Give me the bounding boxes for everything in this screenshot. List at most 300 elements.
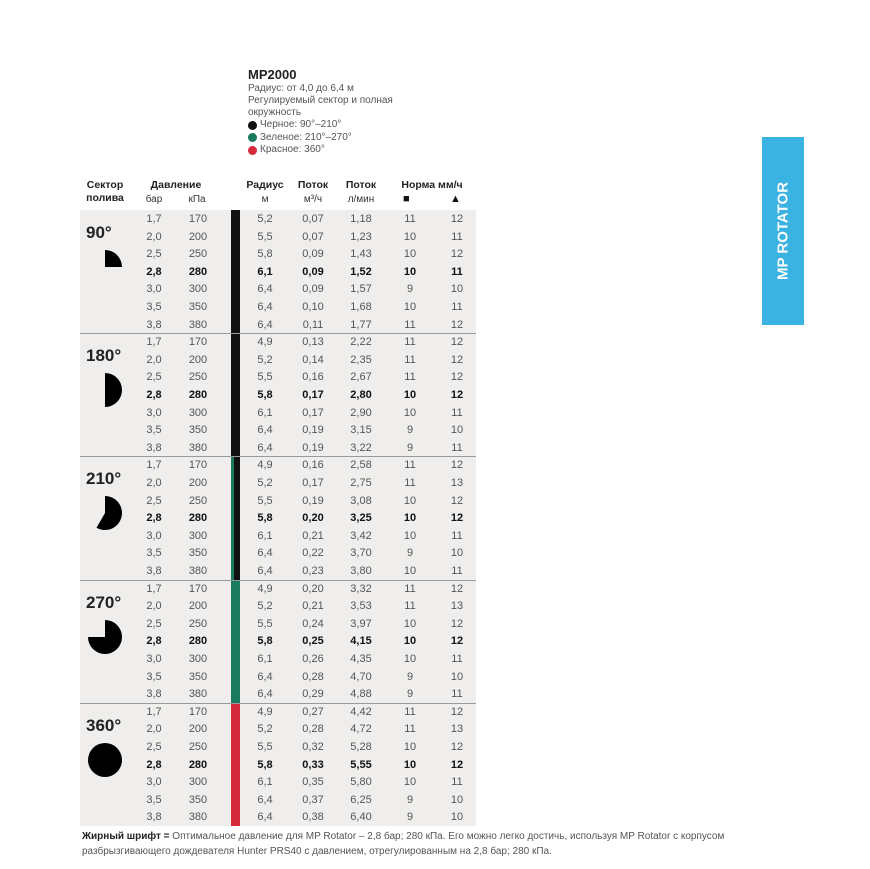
cell-flow-l: 5,80 (350, 776, 372, 789)
legend-dot-icon (248, 133, 257, 142)
cell-flow-m3: 0,09 (302, 265, 324, 278)
cell-bar: 3,5 (146, 424, 162, 437)
cell-radius: 5,5 (257, 617, 273, 630)
cell-flow-m3: 0,21 (302, 529, 324, 542)
cell-norm-triangle: 12 (450, 758, 464, 771)
cell-bar: 3,5 (146, 301, 162, 313)
cell-norm-triangle: 12 (450, 388, 464, 401)
table-row (80, 756, 476, 774)
table-row (80, 509, 476, 527)
cell-flow-m3: 0,17 (302, 476, 324, 489)
cell-bar: 3,8 (146, 318, 162, 331)
cell-flow-l: 3,53 (350, 600, 372, 613)
cell-radius: 6,1 (257, 406, 273, 419)
table-row (80, 580, 476, 598)
table-row (80, 720, 476, 738)
cell-bar: 3,5 (146, 670, 162, 683)
cell-flow-m3: 0,19 (302, 494, 324, 507)
cell-flow-l: 1,57 (350, 283, 372, 296)
cell-norm-square: 11 (404, 723, 416, 736)
cell-radius: 5,5 (257, 230, 273, 243)
cell-radius: 6,4 (257, 301, 273, 313)
col-sector (80, 179, 130, 205)
cell-kpa: 200 (188, 230, 208, 243)
table-row (80, 386, 476, 404)
cell-norm-triangle: 12 (450, 318, 464, 331)
cell-norm-square: 9 (406, 670, 414, 683)
cell-flow-l: 1,43 (350, 248, 372, 261)
cell-kpa: 380 (188, 318, 208, 331)
cell-kpa: 280 (188, 758, 208, 771)
cell-radius: 5,5 (257, 740, 273, 753)
cell-radius: 5,2 (257, 476, 273, 489)
table-row (80, 245, 476, 263)
cell-bar: 2,8 (146, 635, 162, 648)
cell-norm-triangle: 11 (451, 441, 463, 454)
col-radius-unit: м (261, 194, 269, 205)
cell-norm-square: 11 (404, 371, 416, 384)
cell-flow-l: 2,58 (350, 459, 372, 472)
cell-norm-square: 10 (403, 406, 417, 419)
table-row (80, 492, 476, 510)
table-row (80, 597, 476, 615)
cell-norm-square: 11 (404, 600, 416, 613)
cell-kpa: 380 (188, 811, 208, 824)
cell-bar: 3,5 (146, 547, 162, 560)
col-flow-m3-unit: м³/ч (303, 194, 323, 205)
group-divider (80, 703, 476, 704)
cell-flow-m3: 0,26 (302, 652, 324, 665)
table-row (80, 632, 476, 650)
square-icon: ■ (403, 193, 410, 205)
cell-norm-triangle: 12 (450, 459, 464, 472)
cell-kpa: 280 (188, 388, 208, 401)
cell-flow-l: 3,15 (350, 424, 372, 437)
cell-flow-m3: 0,19 (302, 424, 324, 437)
cell-flow-m3: 0,20 (302, 512, 324, 525)
table-row (80, 333, 476, 351)
cell-kpa: 300 (188, 529, 208, 542)
cell-norm-square: 10 (403, 635, 417, 648)
cell-kpa: 280 (188, 635, 208, 648)
cell-kpa: 300 (188, 406, 208, 419)
cell-flow-m3: 0,14 (302, 353, 324, 366)
cell-norm-square: 11 (404, 459, 416, 472)
cell-bar: 3,8 (146, 811, 162, 824)
table-row (80, 791, 476, 809)
cell-flow-l: 2,90 (350, 406, 372, 419)
cell-norm-triangle: 12 (450, 213, 464, 225)
cell-bar: 2,0 (146, 476, 162, 489)
cell-bar: 3,0 (146, 406, 162, 419)
cell-kpa: 250 (188, 248, 208, 261)
cell-bar: 1,7 (146, 582, 162, 595)
sector-group (80, 703, 476, 826)
cell-flow-l: 6,25 (350, 793, 372, 806)
cell-radius: 6,4 (257, 424, 273, 437)
cell-norm-triangle: 13 (450, 600, 464, 613)
cell-kpa: 350 (188, 670, 208, 683)
cell-norm-square: 10 (403, 758, 417, 771)
cell-radius: 4,9 (257, 705, 273, 718)
cell-flow-l: 5,28 (350, 740, 372, 753)
sector-group (80, 210, 476, 333)
group-divider (80, 333, 476, 334)
cell-norm-square: 10 (403, 740, 417, 753)
col-sector-line1: Сектор (86, 179, 124, 191)
cell-flow-l: 3,25 (350, 512, 372, 525)
cell-norm-triangle: 12 (450, 635, 464, 648)
cell-norm-square: 9 (406, 441, 414, 454)
cell-bar: 2,5 (146, 248, 162, 261)
cell-flow-l: 3,32 (350, 582, 372, 595)
cell-kpa: 200 (188, 723, 208, 736)
cell-flow-l: 3,97 (350, 617, 372, 630)
cell-kpa: 350 (188, 424, 208, 437)
col-flow-l: Поток (345, 179, 377, 191)
cell-norm-triangle: 12 (450, 512, 464, 525)
cell-kpa: 280 (188, 512, 208, 525)
cell-kpa: 250 (188, 371, 208, 384)
cell-kpa: 280 (188, 265, 208, 278)
cell-norm-square: 9 (406, 811, 414, 824)
cell-radius: 5,8 (257, 758, 273, 771)
cell-norm-triangle: 12 (450, 705, 464, 718)
cell-flow-m3: 0,16 (302, 371, 324, 384)
table-row (80, 210, 476, 228)
table-row (80, 615, 476, 633)
cell-flow-l: 3,70 (350, 547, 372, 560)
cell-flow-m3: 0,09 (302, 248, 324, 261)
cell-flow-m3: 0,37 (302, 793, 324, 806)
cell-kpa: 380 (188, 441, 208, 454)
cell-radius: 6,4 (257, 441, 273, 454)
cell-flow-m3: 0,20 (302, 582, 324, 595)
cell-kpa: 170 (188, 582, 208, 595)
cell-kpa: 380 (188, 688, 208, 701)
col-kpa-unit: кПа (188, 194, 206, 205)
sector-angle-label: 360° (86, 715, 122, 735)
cell-norm-square: 9 (406, 283, 414, 296)
cell-bar: 2,5 (146, 740, 162, 753)
cell-kpa: 350 (188, 793, 208, 806)
cell-norm-triangle: 11 (451, 652, 463, 665)
cell-norm-square: 11 (404, 476, 416, 489)
cell-kpa: 300 (188, 776, 208, 789)
cell-flow-l: 2,75 (350, 476, 372, 489)
cell-norm-square: 9 (406, 424, 414, 437)
table-row (80, 439, 476, 457)
cell-norm-triangle: 12 (450, 353, 464, 366)
cell-radius: 6,1 (257, 652, 273, 665)
cell-flow-l: 1,77 (350, 318, 372, 331)
cell-norm-triangle: 11 (451, 564, 463, 577)
table-row (80, 368, 476, 386)
col-radius: Радиус (246, 179, 284, 191)
cell-bar: 1,7 (146, 459, 162, 472)
table-row (80, 685, 476, 703)
cell-kpa: 300 (188, 652, 208, 665)
cell-norm-triangle: 12 (450, 248, 464, 261)
cell-kpa: 170 (188, 213, 208, 225)
cell-bar: 3,0 (146, 652, 162, 665)
cell-norm-square: 11 (404, 318, 416, 331)
cell-flow-m3: 0,17 (302, 388, 324, 401)
sector-angle-label: 270° (86, 592, 122, 612)
cell-norm-square: 11 (404, 582, 416, 595)
performance-table (80, 210, 476, 828)
cell-norm-square: 10 (403, 301, 417, 313)
cell-radius: 5,8 (257, 248, 273, 261)
cell-norm-triangle: 10 (450, 793, 464, 806)
cell-flow-m3: 0,21 (302, 600, 324, 613)
cell-flow-l: 2,80 (350, 388, 372, 401)
cell-radius: 6,4 (257, 318, 273, 331)
cell-radius: 5,5 (257, 371, 273, 384)
cell-radius: 6,1 (257, 776, 273, 789)
cell-radius: 6,1 (257, 265, 273, 278)
cell-norm-triangle: 12 (450, 617, 464, 630)
cell-bar: 3,8 (146, 688, 162, 701)
cell-flow-l: 6,40 (350, 811, 372, 824)
cell-bar: 1,7 (146, 705, 162, 718)
cell-norm-square: 11 (404, 353, 416, 366)
cell-norm-square: 10 (403, 512, 417, 525)
table-row (80, 808, 476, 826)
table-row (80, 650, 476, 668)
cell-norm-triangle: 10 (450, 670, 464, 683)
col-norm: Норма мм/ч (401, 179, 463, 191)
cell-flow-l: 1,18 (350, 213, 372, 225)
footnote-bold: Жирный шрифт = (82, 831, 170, 842)
cell-flow-m3: 0,28 (302, 723, 324, 736)
cell-norm-triangle: 13 (450, 476, 464, 489)
cell-flow-l: 3,42 (350, 529, 372, 542)
cell-kpa: 250 (188, 617, 208, 630)
legend-dot-icon (248, 146, 257, 155)
cell-kpa: 170 (188, 705, 208, 718)
sector-group (80, 333, 476, 456)
cell-flow-m3: 0,07 (302, 213, 324, 225)
desc-line-radius: Радиус: от 4,0 до 6,4 м (248, 83, 354, 94)
cell-flow-l: 1,23 (350, 230, 372, 243)
cell-flow-l: 4,88 (350, 688, 372, 701)
col-sector-line2: полива (86, 192, 124, 204)
cell-radius: 5,8 (257, 512, 273, 525)
legend-green (248, 132, 478, 145)
cell-flow-l: 4,70 (350, 670, 372, 683)
cell-norm-square: 10 (403, 248, 417, 261)
cell-flow-l: 4,35 (350, 652, 372, 665)
cell-flow-m3: 0,28 (302, 670, 324, 683)
cell-radius: 6,4 (257, 688, 273, 701)
cell-flow-m3: 0,38 (302, 811, 324, 824)
cell-flow-l: 2,35 (350, 353, 372, 366)
cell-norm-square: 11 (404, 705, 416, 718)
col-pressure: Давление (150, 179, 202, 191)
cell-bar: 2,0 (146, 600, 162, 613)
cell-norm-square: 9 (406, 547, 414, 560)
cell-norm-triangle: 12 (450, 494, 464, 507)
cell-norm-triangle: 11 (451, 230, 463, 243)
table-row (80, 738, 476, 756)
cell-kpa: 300 (188, 283, 208, 296)
cell-kpa: 250 (188, 740, 208, 753)
cell-bar: 2,8 (146, 265, 162, 278)
table-row (80, 228, 476, 246)
table-row (80, 527, 476, 545)
cell-flow-m3: 0,17 (302, 406, 324, 419)
cell-bar: 3,0 (146, 283, 162, 296)
sector-group (80, 456, 476, 579)
cell-norm-square: 11 (404, 336, 416, 349)
legend-dot-icon (248, 121, 257, 130)
cell-flow-l: 4,72 (350, 723, 372, 736)
cell-norm-triangle: 10 (450, 424, 464, 437)
triangle-icon: ▲ (450, 193, 461, 205)
cell-bar: 1,7 (146, 336, 162, 349)
side-tab-label: MP ROTATOR (774, 181, 792, 281)
cell-radius: 6,4 (257, 670, 273, 683)
cell-bar: 2,5 (146, 617, 162, 630)
table-row (80, 280, 476, 298)
cell-flow-l: 4,42 (350, 705, 372, 718)
legend-black (248, 119, 478, 132)
cell-radius: 4,9 (257, 582, 273, 595)
cell-bar: 3,8 (146, 441, 162, 454)
legend-red (248, 144, 478, 157)
cell-radius: 5,2 (257, 723, 273, 736)
cell-radius: 4,9 (257, 336, 273, 349)
side-tab (762, 137, 804, 325)
cell-bar: 2,0 (146, 723, 162, 736)
cell-norm-square: 10 (403, 652, 417, 665)
cell-flow-l: 2,22 (350, 336, 372, 349)
cell-radius: 6,4 (257, 811, 273, 824)
cell-flow-m3: 0,09 (302, 283, 324, 296)
cell-flow-l: 5,55 (350, 758, 372, 771)
cell-bar: 2,8 (146, 388, 162, 401)
cell-radius: 5,2 (257, 600, 273, 613)
cell-bar: 2,0 (146, 353, 162, 366)
table-row (80, 474, 476, 492)
cell-kpa: 170 (188, 459, 208, 472)
cell-norm-triangle: 12 (450, 336, 464, 349)
cell-bar: 2,5 (146, 494, 162, 507)
table-row (80, 351, 476, 369)
cell-bar: 2,8 (146, 758, 162, 771)
table-row (80, 562, 476, 580)
cell-flow-m3: 0,24 (302, 617, 324, 630)
cell-norm-triangle: 12 (450, 371, 464, 384)
cell-norm-square: 9 (406, 793, 414, 806)
footnote (82, 829, 802, 859)
cell-bar: 2,5 (146, 371, 162, 384)
cell-norm-triangle: 13 (450, 723, 464, 736)
cell-flow-l: 3,22 (350, 441, 372, 454)
cell-flow-l: 4,15 (350, 635, 372, 648)
cell-norm-triangle: 10 (450, 547, 464, 560)
sector-angle-label: 210° (86, 469, 122, 489)
cell-norm-triangle: 11 (451, 529, 463, 542)
table-row (80, 456, 476, 474)
cell-radius: 5,5 (257, 494, 273, 507)
group-divider (80, 580, 476, 581)
cell-norm-triangle: 11 (451, 265, 463, 278)
cell-kpa: 200 (188, 476, 208, 489)
cell-radius: 6,4 (257, 564, 273, 577)
table-row (80, 263, 476, 281)
cell-bar: 2,8 (146, 512, 162, 525)
cell-norm-square: 10 (403, 776, 417, 789)
cell-flow-m3: 0,10 (302, 301, 324, 313)
table-row (80, 544, 476, 562)
cell-radius: 6,4 (257, 547, 273, 560)
cell-norm-triangle: 12 (450, 740, 464, 753)
cell-radius: 5,2 (257, 353, 273, 366)
cell-bar: 3,0 (146, 776, 162, 789)
group-divider (80, 456, 476, 457)
cell-bar: 3,0 (146, 529, 162, 542)
cell-norm-triangle: 10 (450, 811, 464, 824)
sector-angle-label: 90° (86, 223, 112, 242)
cell-bar: 1,7 (146, 213, 162, 225)
table-row (80, 773, 476, 791)
cell-radius: 6,4 (257, 283, 273, 296)
cell-kpa: 380 (188, 564, 208, 577)
col-bar-unit: бар (145, 194, 163, 205)
sector-angle-label: 180° (86, 346, 122, 366)
cell-norm-triangle: 11 (451, 776, 463, 789)
cell-kpa: 170 (188, 336, 208, 349)
cell-norm-square: 10 (403, 388, 417, 401)
cell-norm-square: 9 (406, 688, 414, 701)
cell-norm-square: 10 (403, 617, 417, 630)
cell-norm-square: 10 (403, 564, 417, 577)
col-flow-l-unit: л/мин (347, 194, 375, 205)
cell-norm-triangle: 10 (450, 283, 464, 296)
cell-kpa: 200 (188, 353, 208, 366)
cell-flow-m3: 0,29 (302, 688, 324, 701)
cell-flow-m3: 0,32 (302, 740, 324, 753)
cell-flow-m3: 0,16 (302, 459, 324, 472)
cell-kpa: 250 (188, 494, 208, 507)
table-row (80, 421, 476, 439)
cell-bar: 2,0 (146, 230, 162, 243)
cell-flow-l: 3,80 (350, 564, 372, 577)
cell-norm-square: 10 (403, 494, 417, 507)
cell-flow-m3: 0,19 (302, 441, 324, 454)
cell-flow-m3: 0,35 (302, 776, 324, 789)
cell-bar: 3,5 (146, 793, 162, 806)
cell-radius: 5,8 (257, 388, 273, 401)
cell-bar: 3,8 (146, 564, 162, 577)
col-flow-m3: Поток (297, 179, 329, 191)
cell-norm-square: 10 (403, 230, 417, 243)
legend-black-label: Черное: 90°–210° (260, 119, 342, 130)
cell-flow-m3: 0,11 (302, 318, 324, 331)
table-row (80, 703, 476, 721)
product-header (248, 66, 478, 157)
cell-kpa: 200 (188, 600, 208, 613)
cell-norm-triangle: 12 (450, 582, 464, 595)
table-row (80, 298, 476, 316)
cell-flow-m3: 0,07 (302, 230, 324, 243)
cell-norm-square: 10 (403, 265, 417, 278)
cell-radius: 5,2 (257, 213, 273, 225)
cell-flow-l: 1,52 (350, 265, 372, 278)
cell-radius: 6,4 (257, 793, 273, 806)
